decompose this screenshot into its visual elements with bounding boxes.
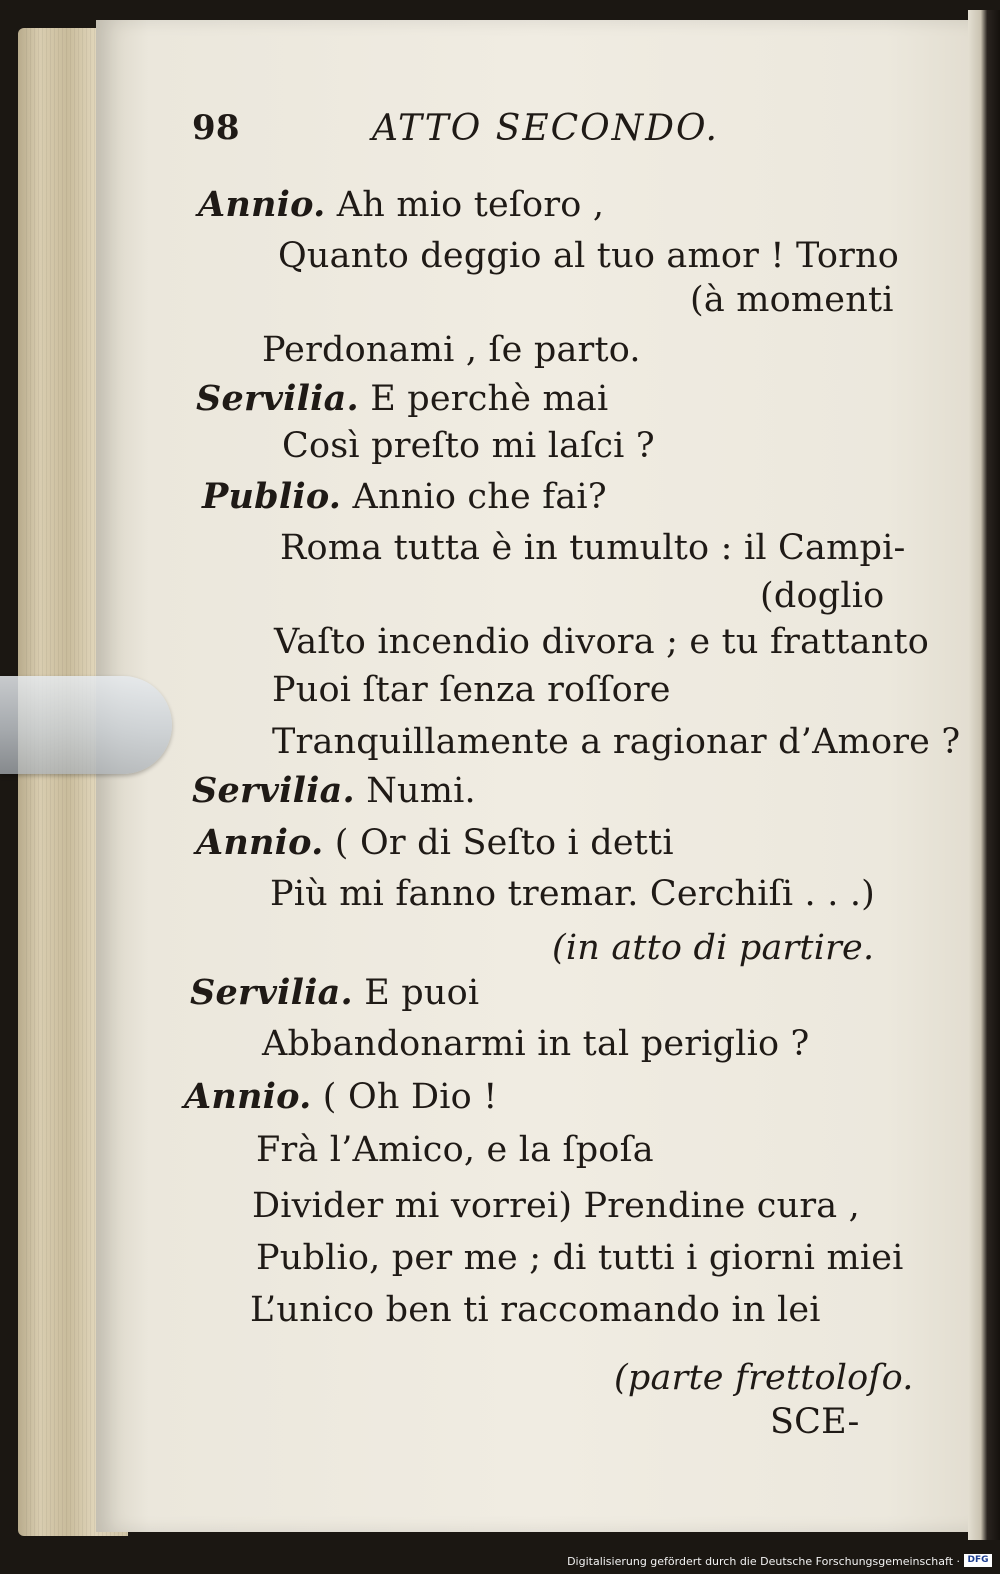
speaker-name: Servilia. xyxy=(190,972,353,1013)
text-line: Puoi ſtar ſenza roſſore xyxy=(272,670,671,710)
text-line: (à momenti xyxy=(690,280,894,320)
text-line: Publio, per me ; di tutti i giorni miei xyxy=(256,1238,904,1278)
text-line: L’unico ben ti raccomando in lei xyxy=(250,1290,821,1330)
dfg-logo: DFG xyxy=(964,1554,992,1567)
line-text: ( Or di Seſto i detti xyxy=(334,823,674,863)
text-line: Divider mi vorrei) Prendine cura , xyxy=(252,1186,861,1226)
speaker-name: Publio. xyxy=(202,476,342,517)
text-line xyxy=(192,770,476,811)
text-line xyxy=(184,1076,497,1117)
running-head xyxy=(192,108,719,149)
text-line: Così preſto mi laſci ? xyxy=(282,426,655,466)
page-number: 98 xyxy=(192,108,240,148)
speaker-name: Annio. xyxy=(184,1076,312,1117)
line-text: E perchè mai xyxy=(370,379,609,419)
line-text: Ah mio teſoro , xyxy=(336,185,605,225)
stage-direction: (in atto di partire. xyxy=(552,928,875,968)
text-line xyxy=(196,378,608,419)
catchword: SCE- xyxy=(770,1402,860,1442)
text-line xyxy=(196,822,674,863)
line-text: Numi. xyxy=(366,771,476,811)
running-title: ATTO SECONDO. xyxy=(372,108,719,149)
text-line: Tranquillamente a ragionar d’Amore ? xyxy=(272,722,961,762)
text-line: Perdonami , ſe parto. xyxy=(262,330,641,370)
text-line: Più mi fanno tremar. Cerchiſi . . .) xyxy=(270,874,876,914)
plastic-clip xyxy=(0,676,172,774)
speaker-name: Servilia. xyxy=(192,770,355,811)
text-line: Frà l’Amico, e la ſpoſa xyxy=(256,1130,654,1170)
text-line: Abbandonarmi in tal periglio ? xyxy=(262,1024,810,1064)
line-text: E puoi xyxy=(364,973,480,1013)
text-line: (doglio xyxy=(760,576,885,616)
text-line: Vaſto incendio divora ; e tu frattanto xyxy=(274,622,930,662)
text-line xyxy=(202,476,607,517)
digitization-credit: Digitalisierung gefördert durch die Deutsche Forschungsgemeinschaft · xyxy=(567,1555,960,1568)
stage-direction: (parte frettoloſo. xyxy=(614,1358,914,1398)
speaker-name: Servilia. xyxy=(196,378,359,419)
line-text: Annio che fai? xyxy=(352,477,607,517)
speaker-name: Annio. xyxy=(198,184,326,225)
text-line: Quanto deggio al tuo amor ! Torno xyxy=(278,236,900,276)
line-text: ( Oh Dio ! xyxy=(322,1077,498,1117)
text-line xyxy=(190,972,479,1013)
text-line: Roma tutta è in tumulto : il Campi- xyxy=(280,528,906,568)
text-line xyxy=(198,184,604,225)
speaker-name: Annio. xyxy=(196,822,324,863)
